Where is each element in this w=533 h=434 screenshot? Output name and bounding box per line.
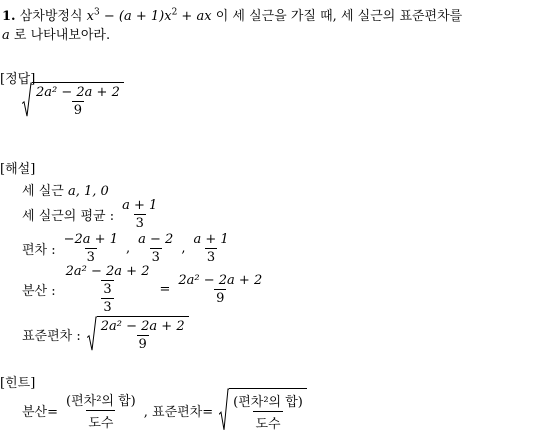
variance-result: [176, 273, 264, 306]
equation-middle: − (a + 1): [99, 9, 165, 24]
solution-variance: [22, 264, 264, 315]
variance-inner-denominator: 3: [103, 282, 112, 297]
variance-result-numerator: 2a² − 2a + 2: [178, 273, 263, 288]
mean-label: 세 실근의 평균 :: [22, 209, 115, 224]
deviation-1-numerator: −2a + 1: [63, 232, 118, 247]
deviation-1: [62, 232, 120, 265]
deviation-2-numerator: a − 2: [138, 232, 174, 247]
answer-numerator: 2a² − 2a + 2: [36, 85, 120, 100]
answer-label: [정답]: [0, 72, 36, 87]
deviation-3-numerator: a + 1: [193, 232, 229, 247]
deviation-1-denominator: 3: [86, 250, 95, 265]
variance-outer-denominator: 3: [103, 300, 112, 315]
variance-inner-numerator: 2a² − 2a + 2: [65, 264, 150, 279]
problem-line2-rest: 로 나타내보아라.: [13, 28, 111, 43]
variance-inner-fraction: [64, 264, 152, 297]
variance-equals: =: [159, 282, 171, 297]
hint-std-numerator: (편차²의 합): [233, 395, 303, 410]
equation-x2: x: [164, 9, 172, 24]
hint-label: [힌트]: [0, 376, 36, 391]
solution-deviation: 편차 : $\frac{-2a + 1}{3}$ , $\frac{a - 2}{3}$ , $\frac{a + 1}{3}$: [22, 232, 229, 265]
answer-denominator: 9: [73, 103, 83, 118]
equation-tail: + ax: [177, 9, 212, 24]
solution-std-dev: [22, 316, 189, 352]
hint-formula: [22, 388, 307, 432]
hint-std-fraction: [231, 391, 305, 432]
std-dev-fraction: [99, 319, 187, 352]
hint-separator: , 표준편차=: [143, 404, 214, 420]
radical-sign-icon: [219, 388, 229, 432]
deviation-label: 편차 :: [22, 243, 56, 258]
problem-line-1: [2, 5, 462, 24]
hint-variance-fraction: [64, 390, 138, 431]
answer-fraction: [34, 85, 122, 118]
hint-variance-label: 분산=: [22, 404, 59, 420]
deviation-2: [136, 232, 175, 265]
solution-roots: [22, 180, 109, 199]
answer-formula: [22, 82, 124, 118]
deviation-3: [191, 232, 230, 265]
hint-variance-numerator: (편차²의 합): [66, 393, 136, 409]
problem-number: 1.: [2, 9, 16, 24]
radical-sign-icon: [22, 82, 32, 118]
problem-var-a: a: [2, 28, 10, 43]
mean-fraction: [120, 198, 159, 231]
roots-values: a, 1, 0: [67, 184, 109, 199]
hint-std-denominator: 도수: [253, 411, 282, 432]
deviation-2-denominator: 3: [151, 250, 160, 265]
std-dev-sqrt: [87, 316, 189, 352]
variance-compound-fraction: [62, 264, 154, 315]
std-dev-label: 표준편차 :: [22, 328, 81, 344]
problem-text-pre: 삼차방정식: [19, 9, 83, 24]
mean-denominator: 3: [135, 216, 144, 231]
mean-numerator: a + 1: [122, 198, 158, 213]
hint-variance-denominator: 도수: [86, 410, 115, 431]
answer-sqrt: [22, 82, 124, 118]
variance-result-denominator: 9: [216, 291, 225, 306]
roots-label: 세 실근: [22, 184, 64, 199]
radical-sign-icon: [87, 316, 97, 352]
variance-label: 분산 :: [22, 284, 56, 299]
solution-mean: [22, 198, 159, 231]
problem-text-post: 이 세 실근을 가질 때, 세 실근의 표준편차를: [215, 9, 463, 24]
deviation-3-denominator: 3: [206, 250, 216, 265]
equation-x: x: [86, 9, 94, 24]
equation-exp-3: 3: [94, 7, 100, 18]
problem-line-2: [2, 24, 110, 43]
solution-label: [해설]: [0, 162, 36, 177]
equation-exp-2: 2: [171, 7, 178, 18]
std-dev-denominator: 9: [138, 337, 147, 352]
std-dev-numerator: 2a² − 2a + 2: [100, 319, 185, 334]
hint-sqrt: [219, 388, 307, 432]
